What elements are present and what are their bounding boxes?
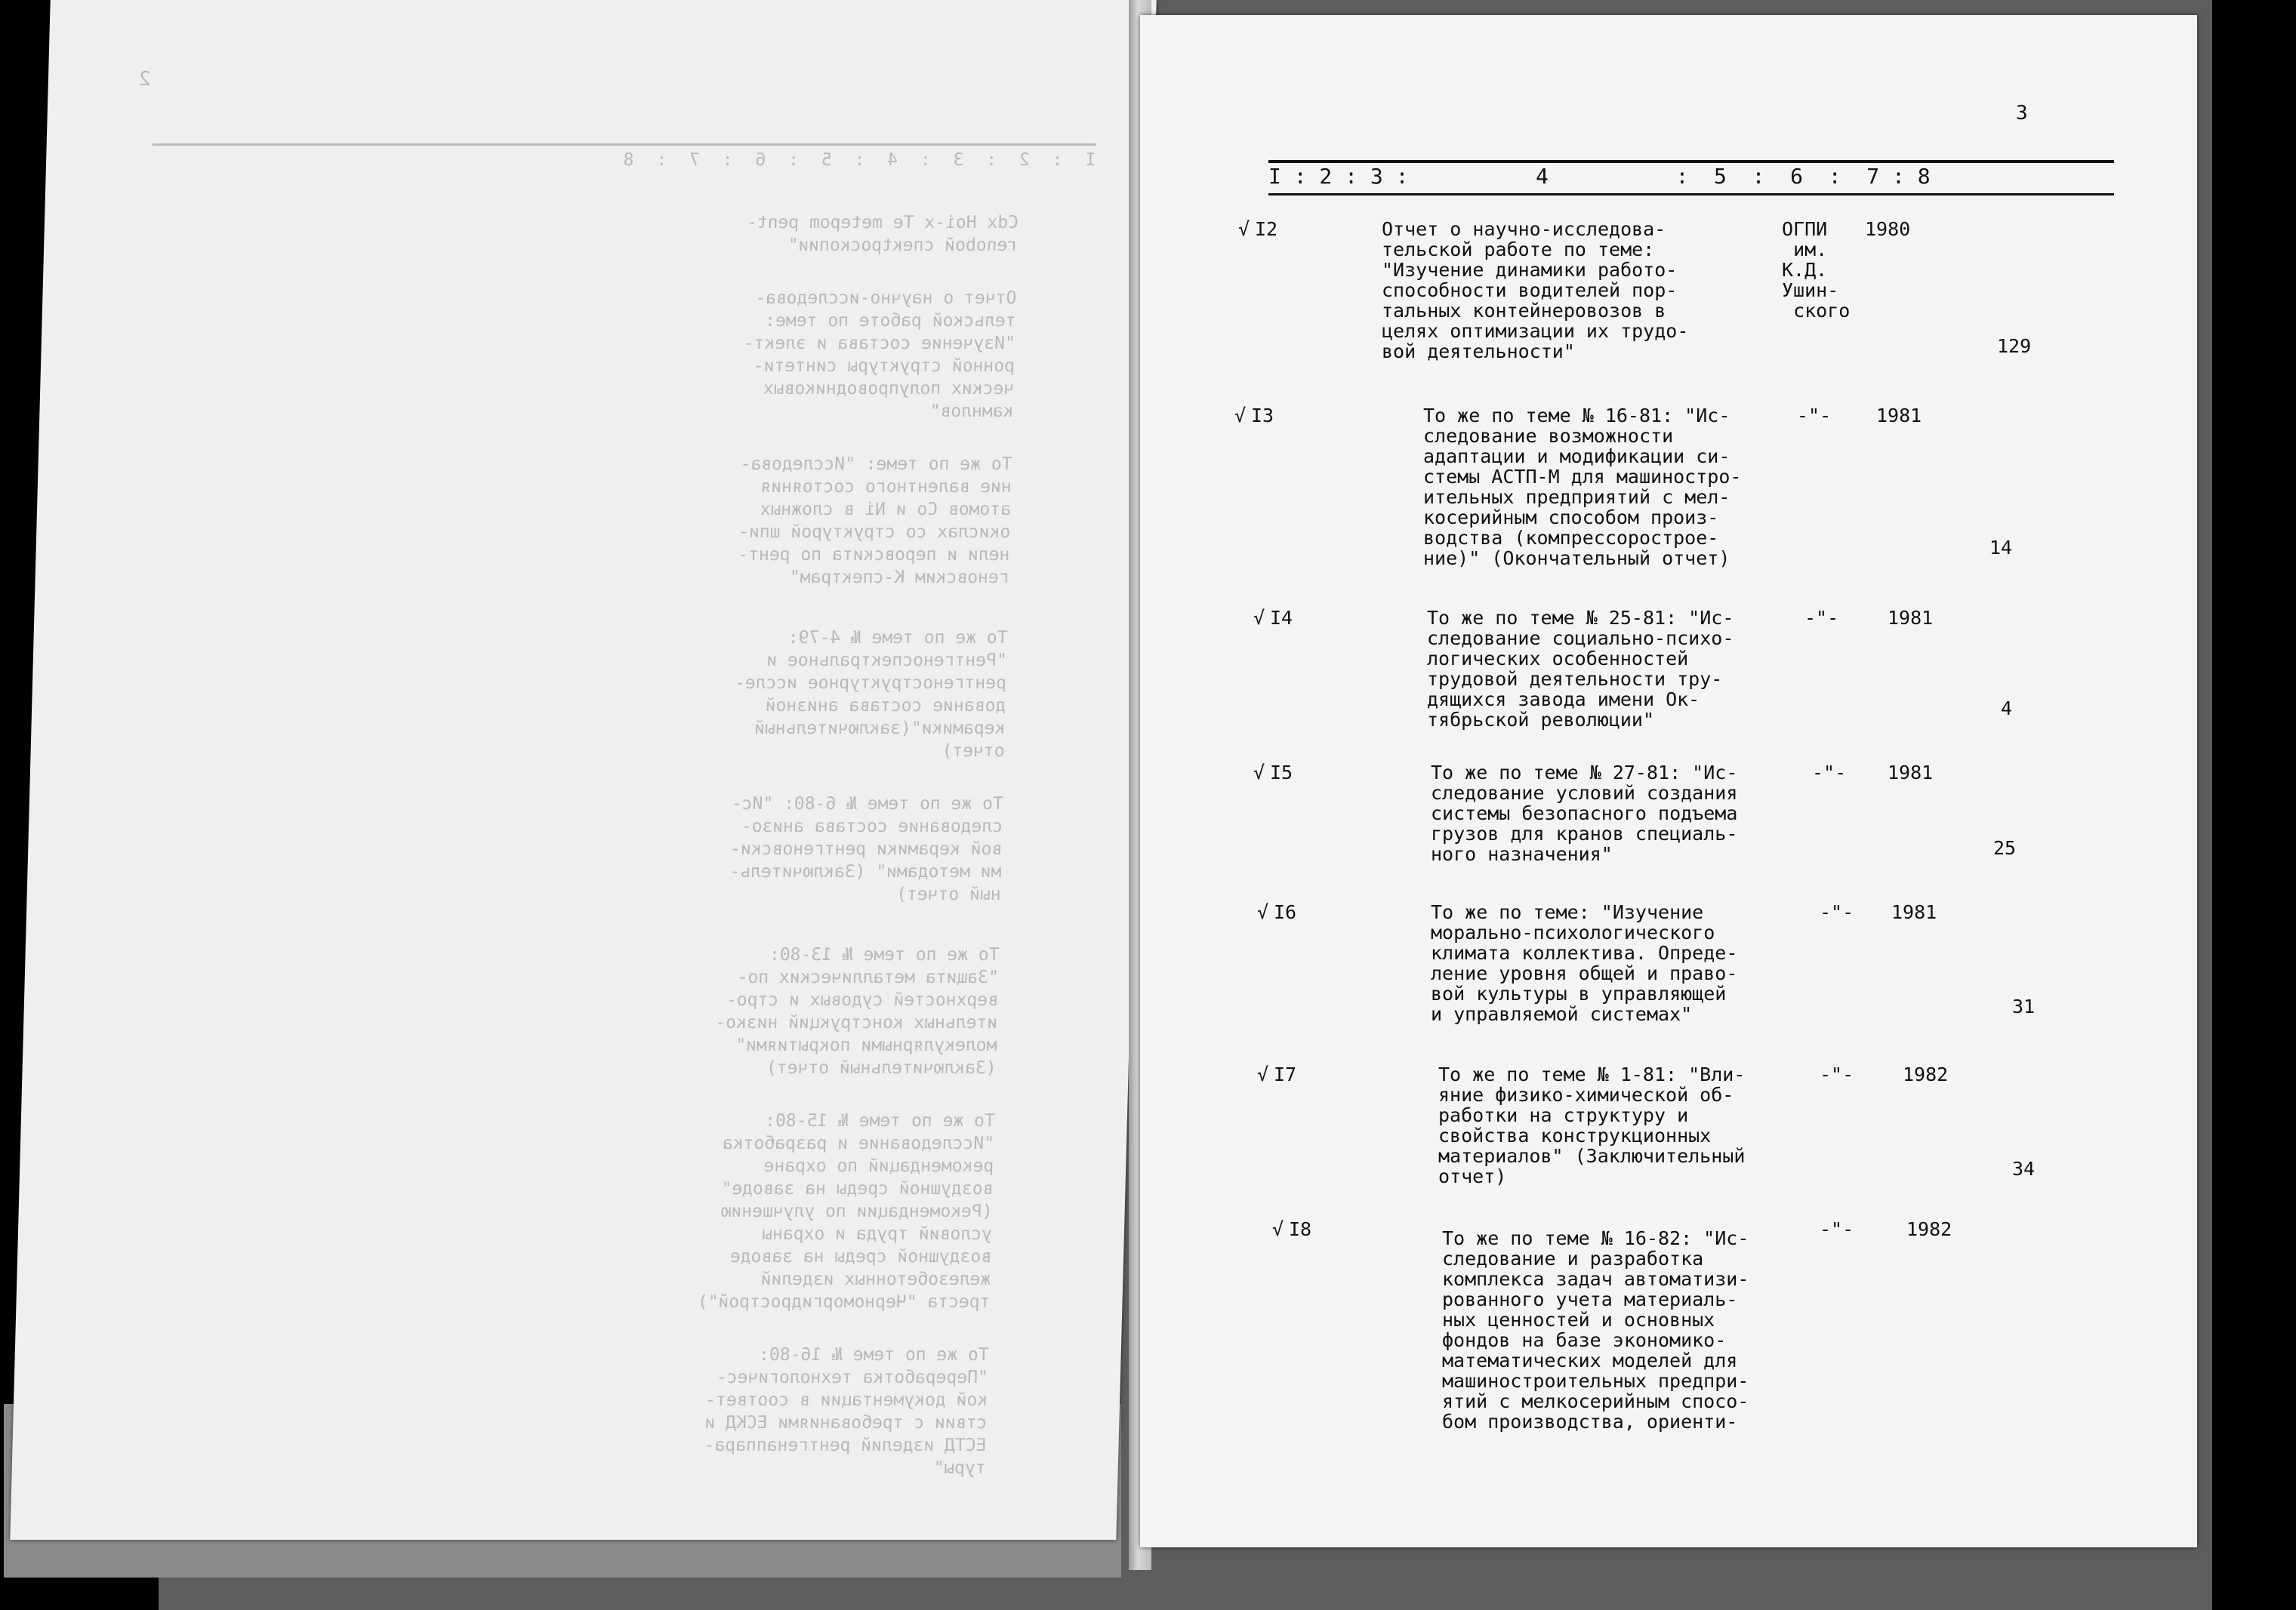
entry-number: I8: [1289, 1218, 1312, 1240]
ghost-block: То же по теме № 15-80: "Исследование и разработка рекомендаций по охране воздушной среды на заводе" (Рекомендации по улучшению условий труда и охраны воздушной среды на заводе железобетонных изделий треста "Черноморгидрострой"): [697, 1111, 996, 1312]
ghost-block: То же по теме № 4-79: "Рентгеноспектральное и рентгеноструктурное иссле- дование состава анизной керамики"(заключительный отчет): [734, 628, 1008, 761]
left-page-number: 2: [138, 68, 152, 91]
check-mark-icon: √: [1272, 1218, 1284, 1240]
check-mark-icon: √: [1253, 762, 1265, 783]
entry-organization: ОГПИ им. К.Д. Ушин- ского: [1782, 218, 1851, 322]
entry-description: То же по теме: "Изучение морально-психологического климата коллектива. Опреде- ление уровня общей и право- вой культуры в управляющей и управляемой системах": [1431, 901, 1738, 1025]
right-page-number: 3: [2016, 102, 2028, 125]
entry-number: I3: [1251, 405, 1274, 426]
check-mark-icon: √: [1238, 218, 1250, 240]
check-mark-icon: √: [1253, 607, 1265, 629]
check-mark-icon: √: [1257, 901, 1269, 923]
entry-pages: 31: [2012, 996, 2036, 1017]
entry-number: I6: [1274, 901, 1297, 923]
entry-year: 1981: [1888, 762, 1934, 783]
entry-year: 1981: [1888, 607, 1934, 629]
ghost-block: То же по теме № 16-80: "Переработка технологичес- кой документации в соответ- ствии с требованиями ЕСКД и ЕСТД изделий рентгенаппара- туры": [704, 1345, 990, 1478]
entry-pages: 25: [1993, 837, 2017, 859]
ghost-block: То же по теме № 6-80: "Ис- следование состава анизо- вой керамики рентгеновски- ми методами" (Заключитель- ный отчет): [729, 794, 1004, 904]
entry-organization: -"-: [1797, 405, 1832, 426]
entry-number: I4: [1270, 607, 1293, 629]
entry-year: 1982: [1906, 1218, 1952, 1240]
ghost-block: Cdx Hoi-x Te metepom pent- renoboй cпeкtpocкoпии": [746, 213, 1019, 255]
entry-pages: 14: [1989, 537, 2013, 559]
check-mark-icon: √: [1234, 405, 1247, 426]
entry-pages: 4: [2001, 697, 2013, 719]
entry-year: 1980: [1865, 218, 1911, 240]
entry-description: То же по теме № 27-81: "Ис- следование условий создания системы безопасного подъема грузов для кранов специаль- ного назначения": [1431, 762, 1738, 865]
ghost-block: Отчет о научно-исследова- тельской работе по теме: "Изучение состава и элект- ронной структуры синтети- ческих полупроводниковых камнлов": [743, 288, 1017, 421]
entry-description: То же по теме № 25-81: "Ис- следование социально-психо- логических особенностей трудовой деятельности тру- дящихся завода имени Ок- тябрьской революции": [1427, 607, 1734, 731]
entry-pages: 34: [2012, 1158, 2036, 1180]
ghost-block: То же по теме № 13-80: "Защита металлических по- верхностей судовых и стро- ительных конструкций низко- молекулярными покрытиями" (Заключительный отчет): [715, 945, 1000, 1078]
entry-year: 1982: [1903, 1064, 1949, 1085]
left-page-column-header: I : 2 : 3 : 4 : 5 : 6 : 7 : 8: [152, 143, 1096, 171]
entry-description: То же по теме № 16-82: "Ис- следование и разработка комплекса задач автоматизи- рованного учета материаль- ных ценностей и основных фондов на базе экономико- математических моделей для машиностроительных предпри- ятий с мелкосерийным спосо- бом производства, ориенти-: [1442, 1227, 1749, 1433]
entry-organization: -"-: [1820, 1064, 1854, 1085]
entry-organization: -"-: [1820, 1218, 1854, 1240]
entry-description: Отчет о научно-исследова- тельской работе по теме: "Изучение динамики работо- способности водителей пор- тальных контейнеровозов в целях оптимизации их трудо- вой деятельности": [1382, 218, 1689, 362]
entry-pages: 129: [1997, 335, 2032, 357]
entry-number: I2: [1255, 218, 1278, 240]
entry-description: То же по теме № 1-81: "Вли- яние физико-химической об- работки на структуру и свойства конструкционных материалов" (Заключительный отчет): [1438, 1064, 1746, 1187]
entry-description: То же по теме № 16-81: "Ис- следование возможности адаптации и модификации си- стемы АСТП-М для машиностро- ительных предприятий с мел- косерийным способом произ- водства (компрессорострое- ние)" (Окончательный отчет): [1423, 405, 1742, 569]
entry-organization: -"-: [1812, 762, 1847, 783]
left-page-bleed-through: [57, 23, 1122, 1495]
entry-year: 1981: [1891, 901, 1937, 923]
entry-number: I7: [1274, 1064, 1297, 1085]
check-mark-icon: √: [1257, 1064, 1269, 1085]
ghost-block: То же по теме: "Исследова- ние валентного состояния атомов Co и Ni в сложных окислах со структурой шпи- нели и перовскита по рент- геновским К-спектрам": [738, 454, 1012, 587]
right-page-column-header: I : 2 : 3 : 4 : 5 : 6 : 7 : 8: [1268, 160, 2114, 195]
entry-year: 1981: [1876, 405, 1922, 426]
entry-organization: -"-: [1804, 607, 1839, 629]
left-page: [10, 0, 1156, 1540]
entry-organization: -"-: [1820, 901, 1854, 923]
entry-number: I5: [1270, 762, 1293, 783]
